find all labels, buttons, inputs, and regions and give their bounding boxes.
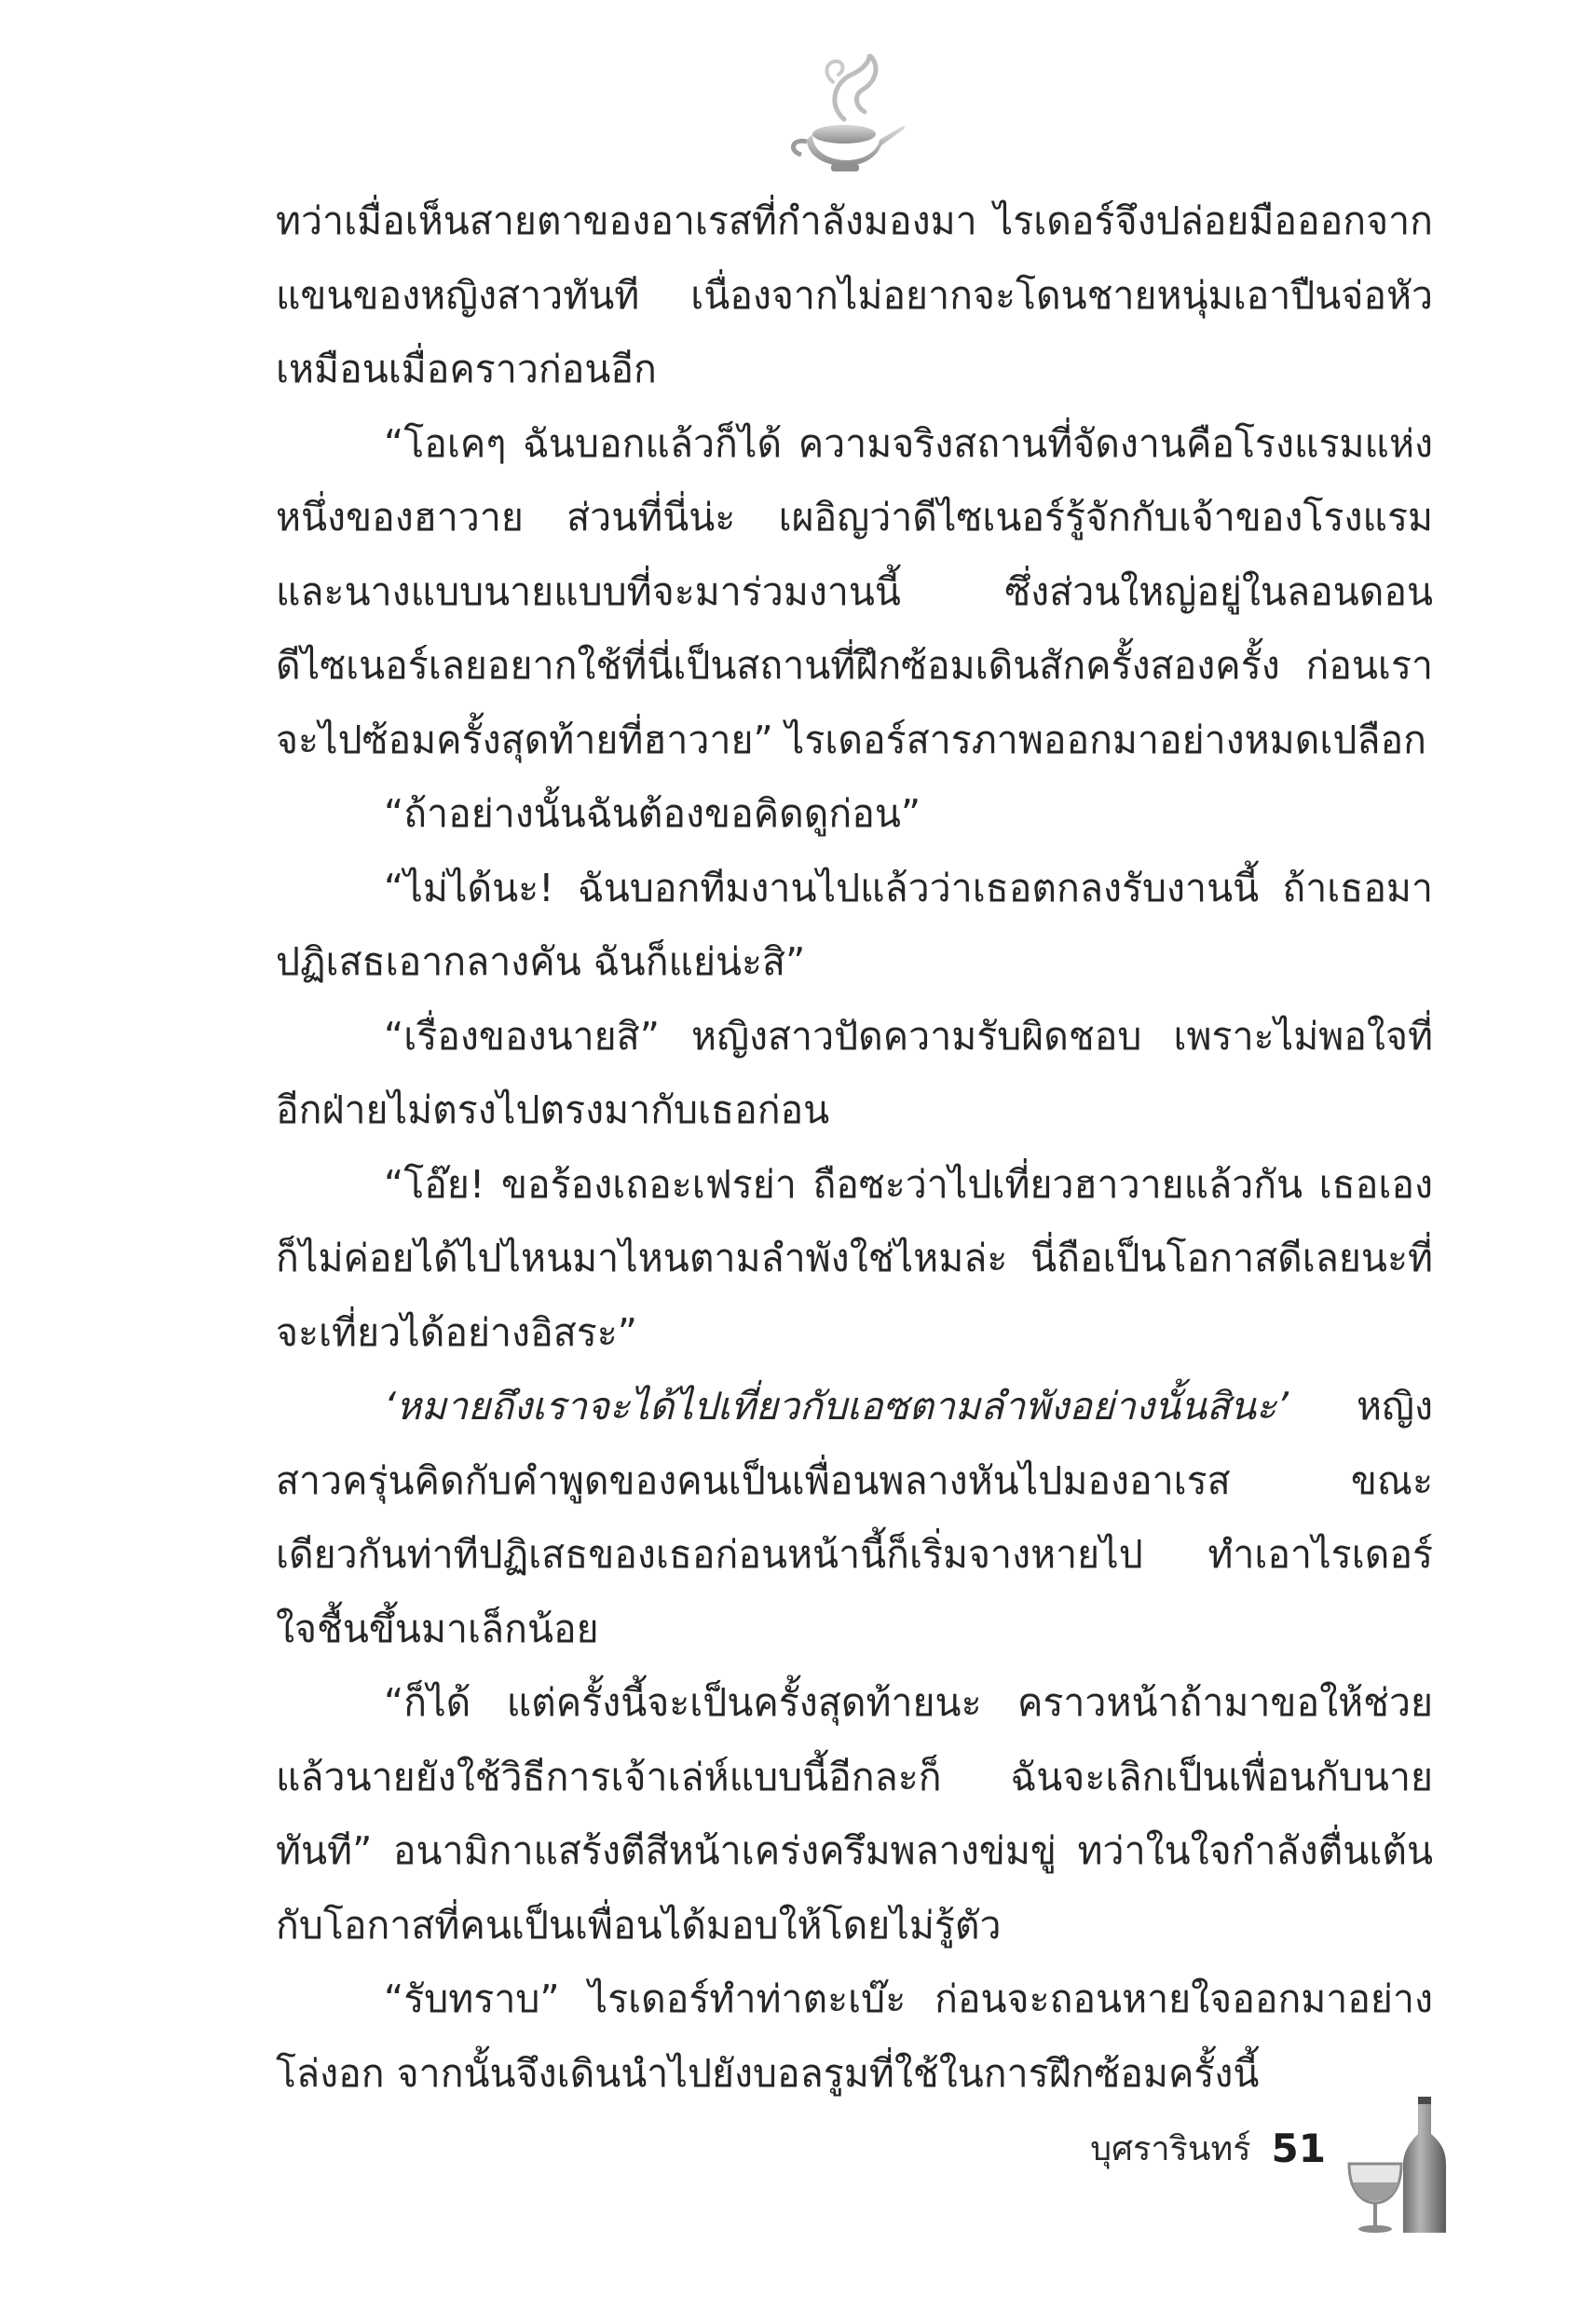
- page-footer: [1090, 2115, 1326, 2181]
- paragraph: “เรื่องของนายสิ” หญิงสาวปัดความรับผิดชอบ เพราะไม่พอใจที่อีกฝ่ายไม่ตรงไปตรงมากับเธอก่อน: [276, 1013, 1433, 1132]
- paragraph: “ไม่ได้นะ! ฉันบอกทีมงานไปแล้วว่าเธอตกลงรับงานนี้ ถ้าเธอมาปฏิเสธเอากลางคัน ฉันก็แย่น่ะสิ”: [276, 865, 1433, 984]
- magic-lamp-ornament-icon: [779, 54, 909, 175]
- paragraph: “โอ๊ย! ขอร้องเถอะเฟรย่า ถือซะว่าไปเที่ยวฮาวายแล้วกัน เธอเองก็ไม่ค่อยได้ไปไหนมาไหนตามลำพังใช่ไหมล่ะ นี่ถือเป็นโอกาสดีเลยนะที่จะเที่ยวได้อย่างอิสระ”: [276, 1161, 1433, 1355]
- page-number: 51: [1271, 2125, 1326, 2171]
- wine-glass-bottle-ornament-icon: [1342, 2097, 1453, 2236]
- paragraph: [276, 1370, 1433, 1666]
- body-text: [276, 185, 1433, 2111]
- author-name: บุศรารินทร์: [1090, 2129, 1251, 2168]
- paragraph: “ก็ได้ แต่ครั้งนี้จะเป็นครั้งสุดท้ายนะ คราวหน้าถ้ามาขอให้ช่วยแล้วนายยังใช้วิธีการเจ้าเล่ห์แบบนี้อีกละก็ ฉันจะเลิกเป็นเพื่อนกับนายทันที” อนามิกาแสร้งตีสีหน้าเคร่งครึมพลางข่มขู่ ทว่าในใจกำลังตื่นเต้นกับโอกาสที่คนเป็นเพื่อนได้มอบให้โดยไม่รู้ตัว: [276, 1680, 1433, 1948]
- paragraph: “รับทราบ” ไรเดอร์ทำท่าตะเบ๊ะ ก่อนจะถอนหายใจออกมาอย่างโล่งอก จากนั้นจึงเดินนำไปยังบอลรูมที่ใช้ในการฝึกซ้อมครั้งนี้: [276, 1976, 1433, 2096]
- paragraph: “ถ้าอย่างนั้นฉันต้องขอคิดดูก่อน”: [384, 791, 921, 836]
- paragraph: ทว่าเมื่อเห็นสายตาของอาเรสที่กำลังมองมา ไรเดอร์จึงปล่อยมือออกจากแขนของหญิงสาวทันที เนื่องจากไม่อยากจะโดนชายหนุ่มเอาปืนจ่อหัวเหมือนเมื่อคราวก่อนอีก: [276, 198, 1433, 391]
- paragraph-rest: หญิงสาวครุ่นคิดกับคำพูดของคนเป็นเพื่อนพลางหันไปมองอาเรส ขณะเดียวกันท่าทีปฏิเสธของเธอก่อนหน้านี้ก็เริ่มจางหายไป ทำเอาไรเดอร์ใจชื้นขึ้นมาเล็กน้อย: [276, 1384, 1433, 1651]
- italic-thought: ‘หมายถึงเราจะได้ไปเที่ยวกับเอซตามลำพังอย่างนั้นสินะ’: [384, 1384, 1289, 1429]
- paragraph: “โอเคๆ ฉันบอกแล้วก็ได้ ความจริงสถานที่จัดงานคือโรงแรมแห่งหนึ่งของฮาวาย ส่วนที่นี่น่ะ เผอิญว่าดีไซเนอร์รู้จักกับเจ้าของโรงแรมและนางแบบนายแบบที่จะมาร่วมงานนี้ ซึ่งส่วนใหญ่อยู่ในลอนดอน ดีไซเนอร์เลยอยากใช้ที่นี่เป็นสถานที่ฝึกซ้อมเดินสักครั้งสองครั้ง ก่อนเราจะไปซ้อมครั้งสุดท้ายที่ฮาวาย” ไรเดอร์สารภาพออกมาอย่างหมดเปลือก: [276, 420, 1433, 762]
